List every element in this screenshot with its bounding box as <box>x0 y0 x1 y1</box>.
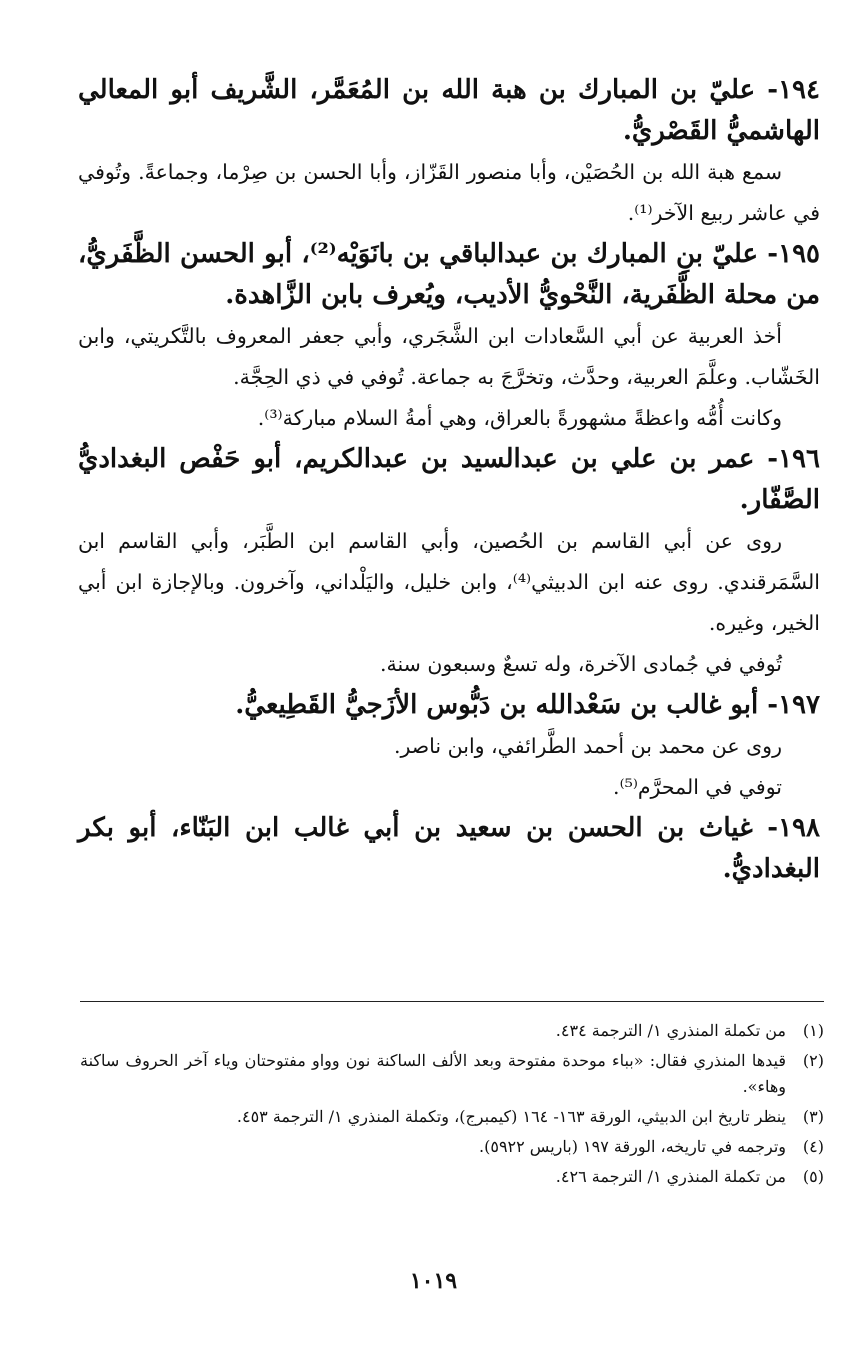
entry-196-text-2: تُوفي في جُمادى الآخرة، وله تسعٌ وسبعون سنة. <box>379 652 782 676</box>
footnote-text: من تكملة المنذري ١/ الترجمة ٤٣٤. <box>555 1021 786 1040</box>
entry-194-text: سمع هبة الله بن الحُصَيْن، وأبا منصور القَزّاز، وأبا الحسن بن صِرْما، وجماعةً. وتُوفي في عاشر ربيع الآخر⁽¹⁾. <box>78 160 820 225</box>
entry-198-title: ١٩٨- غياث بن الحسن بن سعيد بن أبي غالب ابن البَنّاء، أبو بكر البغداديُّ. <box>78 813 820 884</box>
footnote-number: (٢) <box>802 1051 824 1070</box>
footnote-number: (١) <box>802 1021 824 1040</box>
entry-197-text-2: توفي في المحرَّم⁽⁵⁾. <box>613 775 782 799</box>
entry-195-title: ١٩٥- عليّ بنِ المبارك بن عبدالباقي بن بانَوَيْه⁽²⁾، أبو الحسن الظَّفَريُّ، من محلة الظَّفَرية، النَّحْويُّ الأديب، ويُعرف بابن الزَّاهدة. <box>78 239 821 310</box>
footnote-text: من تكملة المنذري ١/ الترجمة ٤٢٦. <box>555 1167 786 1186</box>
footnote-number: (٤) <box>802 1137 824 1156</box>
entry-195-text-2: وكانت أُمُّه واعظةً مشهورةً بالعراق، وهي أمةُ السلام مباركة⁽³⁾. <box>257 406 782 430</box>
footnotes <box>80 1018 824 1194</box>
entry-195-text: أخذ العربية عن أبي السَّعادات ابن الشَّجَري، وأبي جعفر المعروف بالتَّكريتي، وابن الخَشّاب. وعلَّمَ العربية، وحدَّث، وتخرَّجَ به جماعة. تُوفي في ذي الحِجَّة. <box>78 324 820 389</box>
entry-196-text: روى عن أبي القاسم بن الحُصين، وأبي القاسم ابن الطَّبَر، وأبي القاسم ابن السَّمَرقندي. روى عنه ابن الدبيثي⁽⁴⁾، وابن خليل، واليَلْداني، وآخرون. وبالإجازة ابن أبي الخير، وغيره. <box>78 529 820 635</box>
footnote-1 <box>80 1018 824 1044</box>
footnote-divider <box>80 1001 824 1002</box>
footnote-2 <box>80 1048 824 1100</box>
entry-196-title: ١٩٦- عمر بن علي بن عبدالسيد بن عبدالكريم، أبو حَفْص البغداديُّ الصَّفّار. <box>78 444 820 515</box>
footnote-text: ينظر تاريخ ابن الدبيثي، الورقة ١٦٣- ١٦٤ (كيمبرج)، وتكملة المنذري ١/ الترجمة ٤٥٣. <box>236 1107 786 1126</box>
footnote-text: وترجمه في تاريخه، الورقة ١٩٧ (باريس ٥٩٢٢). <box>479 1137 786 1156</box>
page-body <box>78 70 820 890</box>
footnote-5 <box>80 1164 824 1190</box>
footnote-3 <box>80 1104 824 1130</box>
footnote-4 <box>80 1134 824 1160</box>
entry-197-title: ١٩٧- أبو غالب بن سَعْدالله بن دَبُّوس الأزَجيُّ القَطِيعيُّ. <box>235 690 820 720</box>
footnote-number: (٣) <box>802 1107 824 1126</box>
entry-194-title: ١٩٤- عليّ بن المبارك بن هبة الله بن المُعَمَّر، الشَّريف أبو المعالي الهاشميُّ القَصْريُّ. <box>78 75 820 146</box>
footnote-text: قيدها المنذري فقال: «بباء موحدة مفتوحة وبعد الألف الساكنة نون وواو مفتوحتان وياء آخر الحروف ساكنة وهاء». <box>80 1051 787 1096</box>
page-number: ١٠١٩ <box>409 1268 458 1294</box>
footnote-number: (٥) <box>802 1167 824 1186</box>
entry-197-text: روى عن محمد بن أحمد الطَّرائفي، وابن ناصر. <box>393 734 782 758</box>
